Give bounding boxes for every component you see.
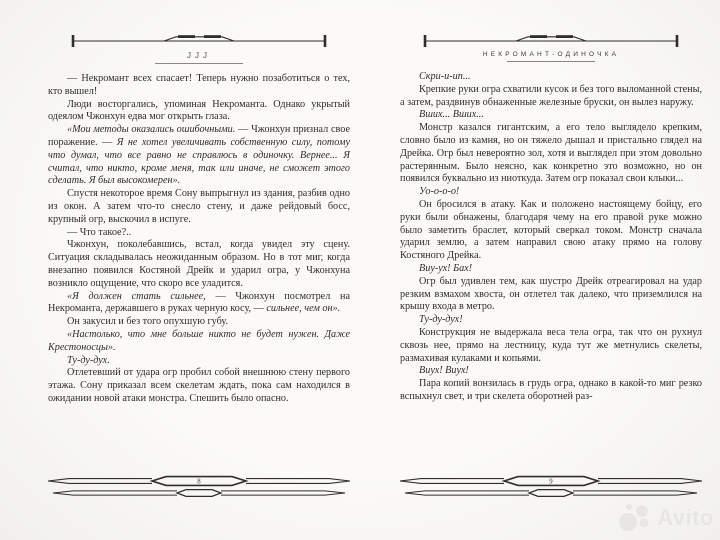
text-run: Он закусил и без того опухшую губу.: [67, 316, 229, 328]
paragraph: [400, 327, 702, 365]
running-head: НЕКРОМАНТ-ОДИНОЧКА: [482, 51, 620, 58]
left-page-text: [38, 73, 360, 474]
avito-logo-icon: [616, 502, 652, 534]
text-run: Виу-ух! Бах!: [419, 262, 473, 274]
paragraph: [400, 122, 702, 186]
paragraph: [48, 316, 350, 329]
footer-ornament-icon: [397, 474, 705, 500]
paragraph: [400, 199, 702, 263]
paragraph: [400, 84, 702, 110]
text-run: — Что такое?..: [67, 226, 132, 238]
paragraph: [48, 99, 350, 125]
text-run: Конструкция не выдержала веса тела огра, так что он рухнул сквозь нее, прямо на лестницу, куда тут же метнулись скелеты, размахивая кулаками и копьями.: [400, 326, 702, 364]
text-run: Скри-и-ип...: [419, 71, 471, 82]
text-run: Ту-ду-дух.: [67, 354, 110, 366]
text-run: «Настолько, что мне больше никто не будет нужен. Даже Крестоносцы».: [48, 328, 350, 353]
text-run: Он бросился в атаку. Как и положено настоящему бойцу, его руки были обнажены, благодаря чему на его правой руке можно было заметить браслет, который сверкал током. Монстр сначала ударил землю, а затем направил свою атаку прямо на голову Костяного Дрейка.: [400, 198, 702, 262]
paragraph: [48, 355, 350, 368]
paragraph: [400, 378, 702, 404]
paragraph: [48, 227, 350, 240]
text-run: Люди восторгались, упоминая Некроманта. Однако укрытый одеялом Чжонхун едва мог открыть глаза.: [48, 98, 350, 123]
right-page: [390, 30, 712, 500]
left-page: [38, 30, 360, 500]
paragraph: [48, 367, 350, 405]
paragraph: [48, 329, 350, 355]
text-run: Уо-о-о-о!: [419, 186, 460, 198]
right-page-header: [390, 30, 712, 62]
paragraph: [48, 239, 350, 290]
text-run: Отлетевший от удара огр пробил собой внешнюю стену первого этажа. Сону приказал всем скелетам ждать, пока сам находился в ожидании новой атаки монстра. Спешить было опасно.: [48, 367, 350, 404]
paragraph: [400, 314, 702, 327]
paragraph: [48, 188, 350, 226]
paragraph: [400, 365, 702, 378]
paragraph: [400, 263, 702, 276]
paragraph: [400, 109, 702, 122]
header-ornament-icon: [68, 30, 330, 50]
text-run: Крепкие руки огра схватили кусок и без того выломанной стены, а затем, раздвинув обнаженные железные бруски, он вылез наружу.: [400, 83, 702, 108]
text-run: Я не хотел увеличивать собственную силу, потому что думал, что все равно не справлюсь в одиночку. Вернее... Я считал, что никто, кроме меня, так или иначе, не сможет этого сделать. Я был высокомерен».: [48, 136, 350, 187]
text-run: Монстр казался гигантским, а его тело выглядело крепким, словно было из камня, но он тяжело дышал и пристально глядел на Дрейка. Огр был невероятно зол, хотя и выглядел при этом довольно растерянным. Было неясно, как конкретно это возможно, но он появился буквально из ниоткуда. Затем огр показал свои клыки...: [400, 122, 702, 185]
page-number: 8: [197, 478, 201, 486]
right-page-footer: [390, 474, 712, 500]
text-run: Вших... Вших...: [419, 109, 484, 121]
text-run: Огр был удивлен тем, как шустро Дрейк отреагировал на удар резким взмахом хвоста, он отлетел так далеко, что приземлился на крышу входа в метро.: [400, 275, 702, 313]
paragraph: [400, 276, 702, 314]
running-head-underline: [507, 61, 595, 62]
text-run: — Чжонхун признал свое поражение. —: [48, 124, 350, 148]
text-run: Чжонхун, поколебавшись, встал, когда увидел эту сцену. Ситуация складывалась неожиданным образом. Но в тот миг, когда внезапно появился Костяной Дрейк и ударил огра, у Чжонхуна возникло ощущение, что скоро все уладится.: [48, 239, 350, 289]
avito-watermark: [616, 502, 714, 534]
text-run: Ту-ду-дух!: [419, 314, 463, 326]
footer-ornament-icon: [45, 474, 353, 500]
text-run: «Мои методы оказались ошибочными.: [67, 124, 236, 136]
paragraph: [48, 124, 350, 188]
paragraph: [48, 291, 350, 317]
header-ornament-icon: [420, 30, 682, 50]
page-number: 9: [549, 478, 553, 486]
text-run: сильнее, чем он».: [266, 303, 341, 315]
paragraph: [48, 73, 350, 99]
text-run: Пара копий вонзилась в грудь огра, однако в какой-то миг резко вспыхнул свет, и три скелета оборотней раз-: [400, 378, 702, 402]
right-page-text: [390, 71, 712, 474]
left-page-footer: [38, 474, 360, 500]
text-run: Виух! Виух!: [419, 365, 469, 377]
paragraph: [400, 71, 702, 84]
avito-watermark-label: Avito: [657, 505, 714, 530]
running-head-underline: [155, 63, 243, 64]
text-run: — Чжонхун посмотрел на Некроманта, державшего в руках черную косу, —: [48, 290, 350, 315]
running-head: JJJ: [187, 51, 211, 60]
text-run: «Я должен стать сильнее,: [67, 290, 206, 302]
text-run: — Некромант всех спасает! Теперь нужно позаботиться о тех, кто вышел!: [48, 73, 350, 97]
paragraph: [400, 186, 702, 199]
text-run: Спустя некоторое время Сону выпрыгнул из здания, разбив одно из окон. А затем что-то снесло стену, и даже рейдовый босс, крупный огр, выскочил в испуге.: [48, 188, 350, 225]
left-page-header: [38, 30, 360, 64]
